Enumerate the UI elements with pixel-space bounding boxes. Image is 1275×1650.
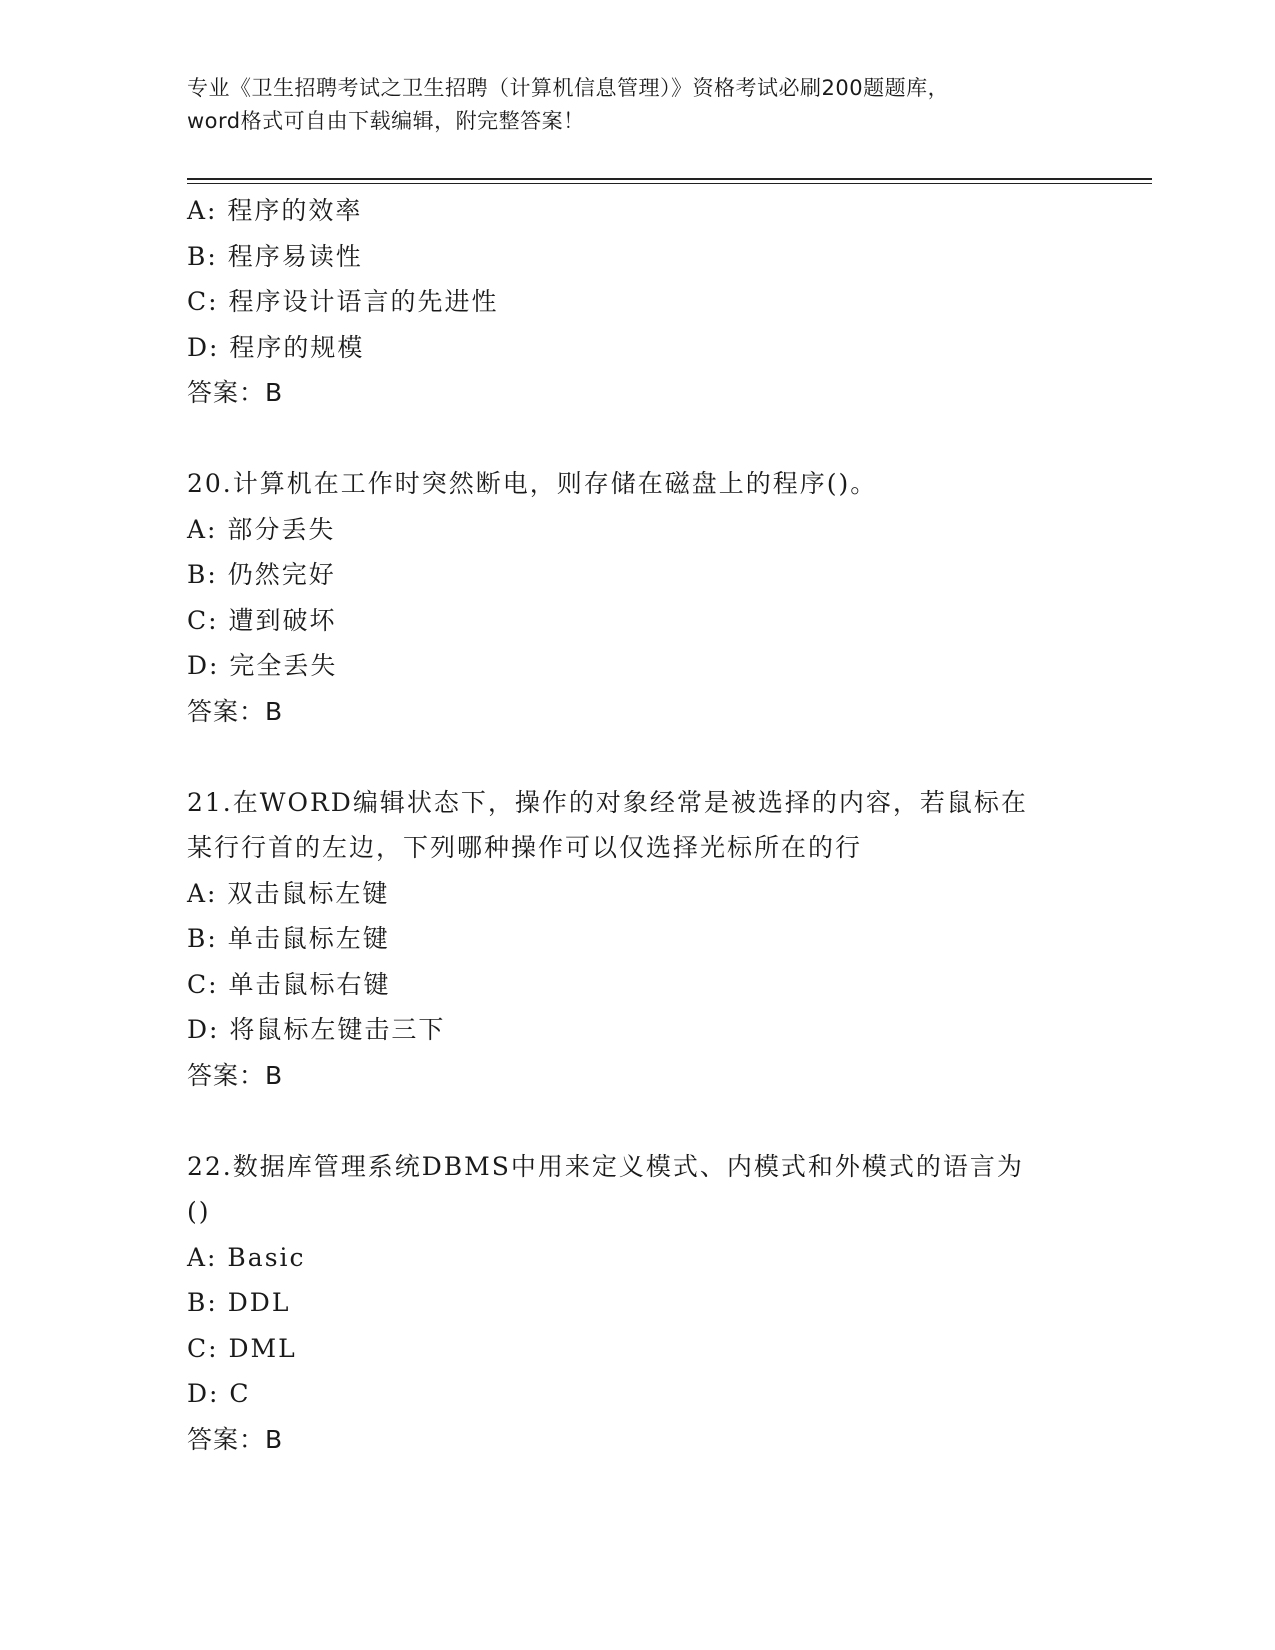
option-a: A: 双击鼠标左键 xyxy=(187,878,390,908)
option-a: A: 程序的效率 xyxy=(187,196,363,225)
option-b: B: 单击鼠标左键 xyxy=(187,924,390,953)
option-d: D: 程序的规模 xyxy=(187,332,365,362)
question-text-line-2: 某行行首的左边，下列哪种操作可以仅选择光标所在的行 xyxy=(187,833,863,862)
answer-line: 答案：B xyxy=(187,1060,284,1090)
spacer xyxy=(187,416,1087,462)
question-text-line-1: 22.数据库管理系统DBMS中用来定义模式、内模式和外模式的语言为 xyxy=(187,1151,1024,1181)
answer-line: 答案：B xyxy=(187,378,284,407)
option-d: D: 将鼠标左键击三下 xyxy=(187,1015,446,1044)
spacer xyxy=(187,1098,1087,1144)
question-block-22 xyxy=(187,1144,1087,1463)
option-b: B: 程序易读性 xyxy=(187,241,363,271)
question-text: 20.计算机在工作时突然断电，则存储在磁盘上的程序()。 xyxy=(187,469,878,498)
answer-line: 答案：B xyxy=(187,1424,284,1454)
document-header xyxy=(187,72,1087,138)
option-c: C: DML xyxy=(187,1333,297,1363)
header-title-line-1: 专业《卫生招聘考试之卫生招聘（计算机信息管理）》资格考试必刷200题题库， xyxy=(187,76,950,100)
question-list xyxy=(187,188,1087,1462)
option-c: C: 遭到破坏 xyxy=(187,605,337,635)
option-c: C: 程序设计语言的先进性 xyxy=(187,287,499,316)
option-b: B: DDL xyxy=(187,1288,291,1317)
question-text-line-1: 21.在WORD编辑状态下，操作的对象经常是被选择的内容，若鼠标在 xyxy=(187,787,1028,817)
spacer xyxy=(187,734,1087,780)
header-rule-thick xyxy=(187,178,1152,180)
header-title-line-2: word格式可自由下载编辑，附完整答案！ xyxy=(187,109,585,133)
option-c: C: 单击鼠标右键 xyxy=(187,969,391,999)
option-d: D: C xyxy=(187,1379,251,1408)
question-block-19 xyxy=(187,188,1087,416)
header-rule-thin xyxy=(187,183,1152,184)
question-text-line-2: () xyxy=(187,1197,211,1226)
question-block-21 xyxy=(187,780,1087,1099)
answer-line: 答案：B xyxy=(187,696,284,726)
option-a: A: 部分丢失 xyxy=(187,514,336,544)
option-b: B: 仍然完好 xyxy=(187,560,336,589)
option-a: A: Basic xyxy=(187,1242,306,1272)
option-d: D: 完全丢失 xyxy=(187,651,338,680)
question-block-20 xyxy=(187,461,1087,734)
